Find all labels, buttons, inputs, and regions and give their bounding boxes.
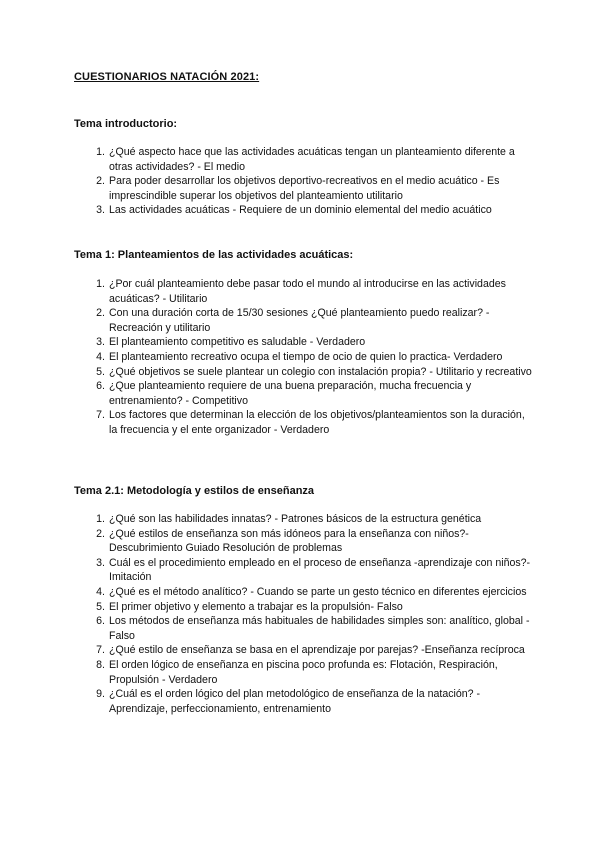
item-text: ¿Qué estilo de enseñanza se basa en el aprendizaje por parejas? -Enseñanza recíproca bbox=[109, 644, 525, 657]
section-heading: Tema introductorio: bbox=[74, 118, 178, 130]
list-item bbox=[74, 512, 534, 527]
item-number: 1. bbox=[96, 146, 105, 158]
item-number: 7. bbox=[96, 409, 105, 422]
item-number: 1. bbox=[96, 278, 105, 290]
list-item bbox=[74, 174, 534, 203]
list-item bbox=[74, 203, 534, 218]
list-item bbox=[74, 379, 534, 408]
item-number: 2. bbox=[96, 175, 105, 188]
item-text: Para poder desarrollar los objetivos deportivo-recreativos en el medio acuático - Es imprescindible superar los objetivos del planteamiento utilitario bbox=[109, 175, 500, 202]
item-text: El primer objetivo y elemento a trabajar es la propulsión- Falso bbox=[109, 600, 403, 613]
item-text: ¿Qué objetivos se suele plantear un colegio con instalación propia? - Utilitario y recreativo bbox=[109, 365, 532, 378]
list-item bbox=[74, 350, 534, 365]
item-text: El planteamiento competitivo es saludable - Verdadero bbox=[109, 336, 366, 349]
item-number: 7. bbox=[96, 644, 105, 657]
item-number: 3. bbox=[96, 336, 105, 349]
item-text: Los factores que determinan la elección de los objetivos/planteamientos son la duración, la frecuencia y el ente organizador - Verdadero bbox=[109, 409, 525, 436]
item-text: Las actividades acuáticas - Requiere de un dominio elemental del medio acuático bbox=[109, 204, 492, 217]
question-list bbox=[74, 512, 534, 716]
item-text: El planteamiento recreativo ocupa el tiempo de ocio de quien lo practica- Verdadero bbox=[109, 350, 503, 363]
item-number: 9. bbox=[96, 688, 105, 701]
list-item bbox=[74, 365, 534, 380]
item-number: 3. bbox=[96, 556, 105, 569]
item-number: 4. bbox=[96, 585, 105, 598]
item-text: Con una duración corta de 15/30 sesiones ¿Qué planteamiento puedo realizar? - Recreación y utilitario bbox=[109, 307, 490, 334]
item-number: 1. bbox=[96, 513, 105, 525]
list-item bbox=[74, 687, 534, 716]
item-text: Los métodos de enseñanza más habituales de habilidades simples son: analítico, global - Falso bbox=[109, 615, 530, 642]
item-text: ¿Que planteamiento requiere de una buena preparación, mucha frecuencia y entrenamiento? - Competitivo bbox=[109, 380, 472, 407]
item-number: 6. bbox=[96, 380, 105, 393]
list-item bbox=[74, 306, 534, 335]
item-number: 6. bbox=[96, 615, 105, 628]
item-text: ¿Qué es el método analítico? - Cuando se parte un gesto técnico en diferentes ejercicios bbox=[109, 585, 527, 598]
item-number: 5. bbox=[96, 365, 105, 378]
list-item bbox=[74, 277, 534, 306]
list-item bbox=[74, 585, 534, 600]
list-item bbox=[74, 335, 534, 350]
list-item bbox=[74, 614, 534, 643]
question-list bbox=[74, 277, 534, 438]
list-item bbox=[74, 600, 534, 615]
item-text: El orden lógico de enseñanza en piscina poco profunda es: Flotación, Respiración, Propulsión - Verdadero bbox=[109, 658, 498, 686]
item-text: ¿Qué estilos de enseñanza son más idóneos para la enseñanza con niños?- Descubrimiento Guiado Resolución de problemas bbox=[109, 527, 469, 555]
list-item bbox=[74, 408, 534, 437]
item-number: 8. bbox=[96, 658, 105, 671]
section-heading: Tema 1: Planteamientos de las actividades acuáticas: bbox=[74, 249, 354, 261]
list-item bbox=[74, 527, 534, 556]
item-text: ¿Qué aspecto hace que las actividades acuáticas tengan un planteamiento diferente a otras actividades? - El medio bbox=[109, 146, 515, 173]
question-list bbox=[74, 145, 534, 218]
item-number: 3. bbox=[96, 204, 105, 217]
item-text: Cuál es el procedimiento empleado en el proceso de enseñanza -aprendizaje con niños?- Imitación bbox=[109, 556, 531, 584]
item-number: 5. bbox=[96, 600, 105, 613]
item-text: ¿Cuál es el orden lógico del plan metodológico de enseñanza de la natación? - Aprendizaje, perfeccionamiento, entrenamiento bbox=[109, 688, 481, 715]
list-item bbox=[74, 643, 534, 658]
item-text: ¿Qué son las habilidades innatas? - Patrones básicos de la estructura genética bbox=[109, 513, 482, 525]
item-text: ¿Por cuál planteamiento debe pasar todo el mundo al introducirse en las actividades acuáticas? - Utilitario bbox=[109, 278, 506, 305]
list-item bbox=[74, 658, 534, 687]
list-item bbox=[74, 556, 534, 585]
document-title: CUESTIONARIOS NATACIÓN 2021: bbox=[74, 71, 260, 83]
item-number: 4. bbox=[96, 350, 105, 363]
section-heading: Tema 2.1: Metodología y estilos de enseñanza bbox=[74, 485, 315, 497]
item-number: 2. bbox=[96, 527, 105, 540]
list-item bbox=[74, 145, 534, 174]
item-number: 2. bbox=[96, 307, 105, 320]
